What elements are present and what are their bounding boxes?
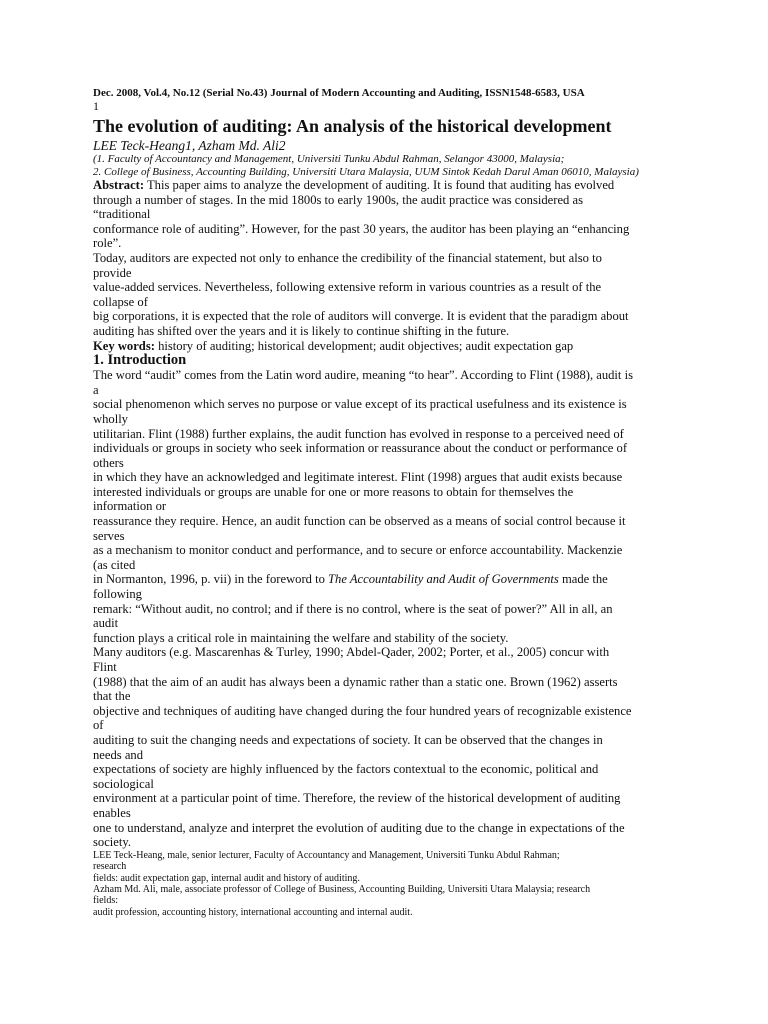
body-line: society. <box>93 835 132 850</box>
body-line: in Normanton, 1996, p. vii) in the foreword to The Accountability and Audit of Governments made the <box>93 572 608 587</box>
abstract-line: “traditional <box>93 207 151 222</box>
body-line: (as cited <box>93 557 136 572</box>
body-line: following <box>93 587 142 602</box>
author-footnotes <box>93 850 693 918</box>
abstract-line: Abstract: This paper aims to analyze the development of auditing. It is found that auditing has evolved <box>93 178 615 192</box>
body-line: others <box>93 455 124 470</box>
abstract-line: big corporations, it is expected that the role of auditors will converge. It is evident that the paradigm about <box>93 309 629 324</box>
body-line: that the <box>93 689 131 704</box>
body-line: reassurance they require. Hence, an audit function can be observed as a means of social control because it <box>93 514 626 529</box>
footnote-line: fields: <box>93 895 118 907</box>
authors-line: LEE Teck-Heang1, Azham Md. Ali2 <box>93 138 286 153</box>
body-line: audit <box>93 616 119 631</box>
body-line: as a mechanism to monitor conduct and performance, and to secure or enforce accountability. Mackenzie <box>93 543 623 558</box>
body-line: sociological <box>93 776 154 791</box>
body-line: utilitarian. Flint (1988) further explains, the audit function has evolved in response to a perceived need of <box>93 426 624 441</box>
body-line: of <box>93 718 104 733</box>
body-line: information or <box>93 499 167 514</box>
body-line: in which they have an acknowledged and legitimate interest. Flint (1998) argues that audit exists because <box>93 470 623 485</box>
abstract-line: conformance role of auditing”. However, for the past 30 years, the auditor has been playing an “enhancing <box>93 221 630 236</box>
abstract-line: Today, auditors are expected not only to enhance the credibility of the financial statement, but also to <box>93 250 602 265</box>
abstract-label: Abstract: <box>93 178 145 192</box>
affiliation-line: (1. Faculty of Accountancy and Management, Universiti Tunku Abdul Rahman, Selangor 43000, Malaysia; <box>93 153 565 165</box>
body-line: one to understand, analyze and interpret the evolution of auditing due to the change in expectations of the <box>93 820 625 835</box>
affiliations <box>93 153 693 178</box>
keywords-line: Key words: history of auditing; historical development; audit objectives; audit expectation gap <box>93 338 574 353</box>
body-line: remark: “Without audit, no control; and if there is no control, where is the seat of power?” All in all, an <box>93 601 613 616</box>
abstract-block <box>93 178 693 353</box>
body-line: environment at a particular point of time. Therefore, the review of the historical development of auditing <box>93 791 621 806</box>
abstract-line: through a number of stages. In the mid 1800s to early 1900s, the audit practice was considered as <box>93 192 583 207</box>
body-line: interested individuals or groups are unable for one or more reasons to obtain for themselves the <box>93 484 574 499</box>
body-line: Many auditors (e.g. Mascarenhas & Turley, 1990; Abdel-Qader, 2002; Porter, et al., 2005) concur with <box>93 645 610 660</box>
abstract-line: role”. <box>93 236 122 251</box>
journal-header: Dec. 2008, Vol.4, No.12 (Serial No.43) Journal of Modern Accounting and Auditing, ISSN1548-6583, USA <box>93 87 585 99</box>
body-line: social phenomenon which serves no purpose or value except of its practical usefulness and its existence is <box>93 397 627 412</box>
keywords-label: Key words: <box>93 338 155 353</box>
introduction-body <box>93 368 693 850</box>
body-line: expectations of society are highly influenced by the factors contextual to the economic, political and <box>93 762 599 777</box>
body-line: a <box>93 382 99 397</box>
body-line: function plays a critical role in maintaining the welfare and stability of the society. <box>93 630 509 645</box>
body-line: objective and techniques of auditing have changed during the four hundred years of recognizable existence <box>93 703 632 718</box>
footnote-line: research <box>93 861 127 873</box>
affiliation-line: 2. College of Business, Accounting Building, Universiti Utara Malaysia, UUM Sintok Kedah Darul Aman 06010, Malaysia) <box>93 165 639 178</box>
body-line: serves <box>93 528 125 543</box>
footnote-line: audit profession, accounting history, international accounting and internal audit. <box>93 906 413 918</box>
body-line: Flint <box>93 660 117 674</box>
body-line: individuals or groups in society who seek information or reassurance about the conduct or performance of <box>93 441 628 456</box>
body-line: The word “audit” comes from the Latin word audire, meaning “to hear”. According to Flint (1988), audit is <box>93 368 633 383</box>
book-title: The Accountability and Audit of Governments <box>328 572 559 587</box>
abstract-line: provide <box>93 265 132 280</box>
abstract-line: auditing has shifted over the years and it is likely to continue shifting in the future. <box>93 323 510 338</box>
section-heading: 1. Introduction <box>93 352 187 369</box>
body-line: wholly <box>93 411 128 426</box>
footnote-line: fields: audit expectation gap, internal audit and history of auditing. <box>93 872 360 884</box>
footnote-line: LEE Teck-Heang, male, senior lecturer, Faculty of Accountancy and Management, Universiti Tunku Abdul Rahman; <box>93 849 560 861</box>
paper-title: The evolution of auditing: An analysis of the historical development <box>93 116 612 136</box>
footnote-line: Azham Md. Ali, male, associate professor of College of Business, Accounting Building, Universiti Utara Malaysia; research <box>93 883 591 895</box>
body-line: needs and <box>93 747 144 762</box>
abstract-line: collapse of <box>93 294 148 309</box>
document-page <box>93 86 693 918</box>
body-line: auditing to suit the changing needs and expectations of society. It can be observed that the changes in <box>93 732 603 747</box>
body-line: enables <box>93 805 131 820</box>
abstract-line: value-added services. Nevertheless, following extensive reform in various countries as a result of the <box>93 280 602 295</box>
page-number: 1 <box>93 99 99 113</box>
body-line: (1988) that the aim of an audit has always been a dynamic rather than a static one. Brown (1962) asserts <box>93 674 618 689</box>
